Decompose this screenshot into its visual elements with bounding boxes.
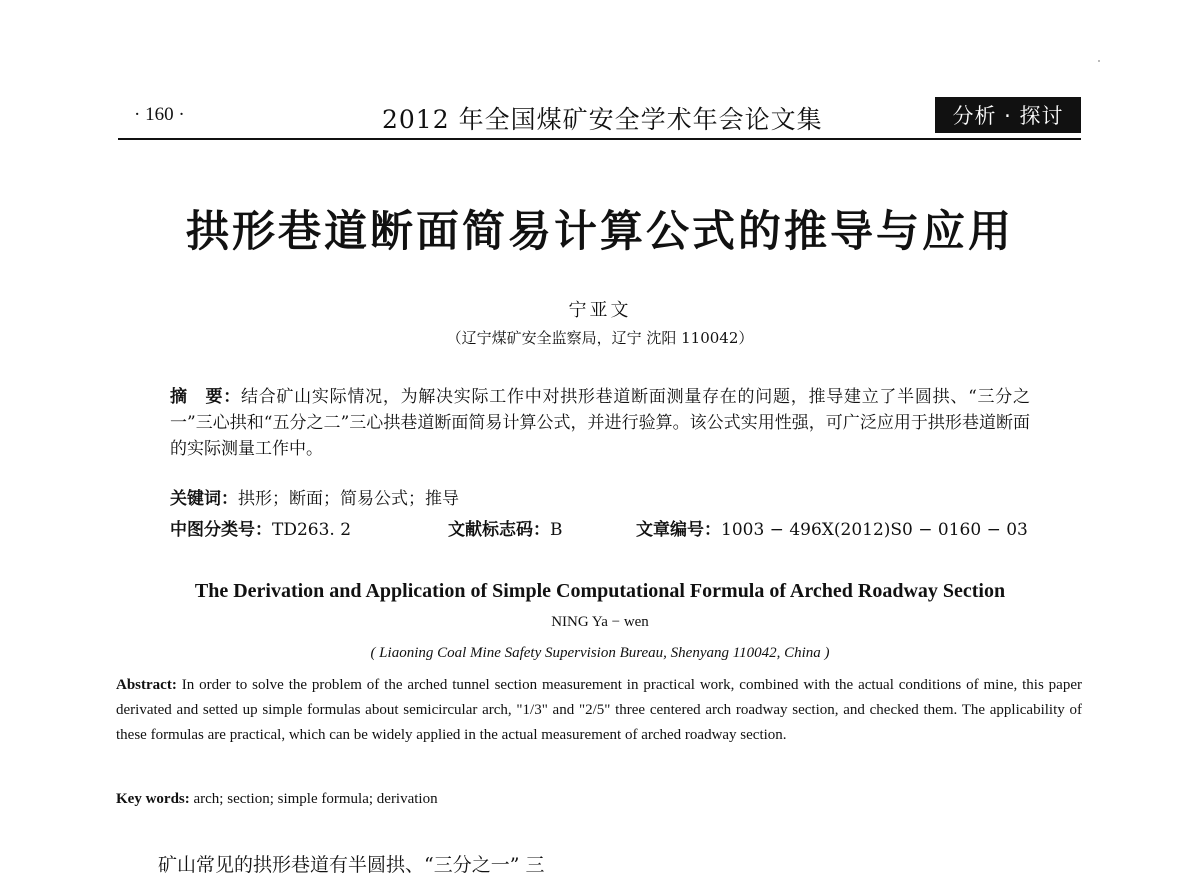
keywords-en-label: Key words: (116, 791, 190, 807)
keywords-zh (170, 484, 459, 509)
keywords-zh-text: 拱形；断面；简易公式；推导 (238, 489, 459, 509)
affiliation-en: ( Liaoning Coal Mine Safety Supervision Bureau, Shenyang 110042, China ) (370, 645, 830, 661)
abstract-zh-text: 结合矿山实际情况，为解决实际工作中对拱形巷道断面测量存在的问题，推导建立了半圆拱、“三分之一”三心拱和“五分之二”三心拱巷道断面简易计算公式，并进行验算。该公式实用性强，可广泛应用于拱形巷道断面的实际测量工作中。 (170, 387, 1030, 459)
author-zh: 宁亚文 (568, 300, 632, 321)
clc-value: TD263. 2 (272, 520, 352, 540)
article-title-en: The Derivation and Application of Simple Computational Formula of Arched Roadway Section (194, 580, 1006, 602)
page-header (118, 94, 1081, 138)
header-rule (118, 138, 1081, 140)
author-en: NING Ya − wen (551, 614, 649, 630)
abstract-en-label: Abstract: (116, 677, 177, 693)
article-number (636, 515, 1028, 540)
article-title-zh: 拱形巷道断面简易计算公式的推导与应用 (186, 207, 1014, 257)
doc-code-value: B (550, 520, 563, 540)
body-paragraph-start: 矿山常见的拱形巷道有半圆拱、“三分之一” 三 (158, 854, 545, 876)
abstract-zh (170, 384, 1030, 462)
article-number-value: 1003 − 496X(2012)S0 − 0160 − 03 (721, 520, 1028, 540)
keywords-en-text: arch; section; simple formula; derivation (193, 791, 438, 807)
abstract-en (116, 673, 1082, 748)
doc-code-label: 文献标志码： (448, 520, 550, 540)
abstract-zh-label: 摘 要： (170, 387, 241, 407)
scan-speck (1098, 60, 1100, 62)
article-number-label: 文章编号： (636, 520, 721, 540)
page-number: · 160 · (134, 104, 185, 125)
doc-code (448, 515, 563, 540)
classification-row (170, 515, 1030, 543)
keywords-zh-label: 关键词： (170, 489, 238, 509)
clc-label: 中图分类号： (170, 520, 272, 540)
journal-title: 2012 年全国煤矿安全学术年会论文集 (382, 105, 823, 134)
keywords-en (116, 791, 438, 808)
affiliation-zh: （辽宁煤矿安全监察局，辽宁 沈阳 110042） (446, 329, 754, 347)
clc-code (170, 515, 351, 540)
abstract-en-text: In order to solve the problem of the arched tunnel section measurement in practical work, combined with the actual conditions of mine, this paper derivated and setted up simple formulas about semicircular arch, "1/3" and "2/5" three centered arch roadway section, and checked them. The applicability of these formulas are practical, which can be widely applied in the actual measurement of arched roadway section. (116, 677, 1082, 743)
column-label: 分析 · 探讨 (935, 97, 1081, 133)
